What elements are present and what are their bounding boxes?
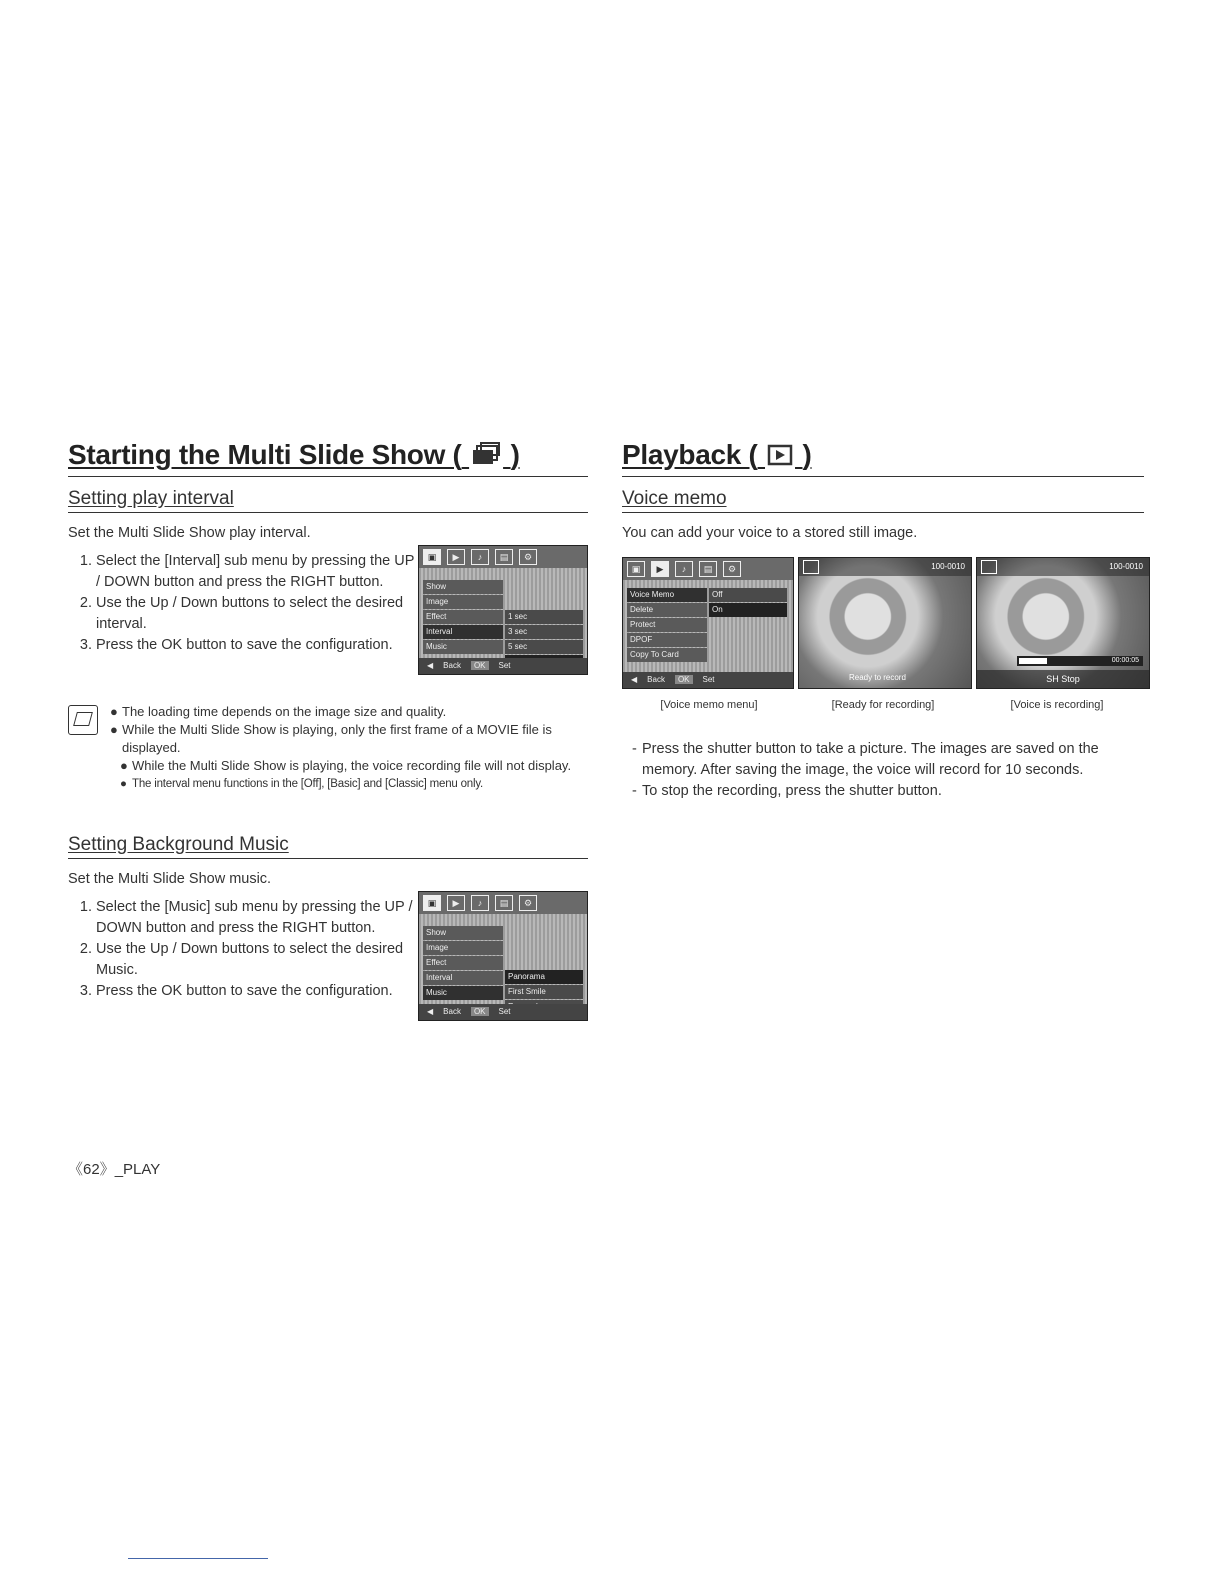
- lcd-menu-item: Music: [423, 640, 503, 654]
- lcd-tabs: [419, 892, 587, 914]
- lcd-submenu-item: Off: [709, 588, 787, 602]
- display-tab-icon: ▤: [699, 561, 717, 577]
- lcd-menu-item: Image: [423, 595, 503, 609]
- settings-tab-icon: ⚙: [519, 895, 537, 911]
- lcd-menu-item: Show: [423, 580, 503, 594]
- dash-marker: -: [632, 782, 637, 799]
- step-text: Select the [Music] sub menu by pressing the UP / DOWN button and press the RIGHT button.: [96, 898, 413, 936]
- slideshow-title-text: Starting the Multi Slide Show (: [68, 439, 462, 470]
- sound-tab-icon: ♪: [675, 561, 693, 577]
- left-column: [68, 438, 588, 1021]
- bullet-icon: ●: [110, 721, 118, 737]
- playback-icon: [767, 440, 793, 474]
- lcd-menu-item-selected: Music: [423, 986, 503, 1000]
- display-tab-icon: ▤: [495, 549, 513, 565]
- music-steps-row: [68, 897, 588, 1021]
- screenshot-captions: [622, 699, 1144, 711]
- step-item: [68, 593, 418, 635]
- instruction-text: Press the shutter button to take a picture. The images are saved on the memory. After saving the image, the voice will record for 10 seconds.: [642, 740, 1099, 778]
- section-intro-music: Set the Multi Slide Show music.: [68, 870, 272, 887]
- settings-tab-icon: ⚙: [519, 549, 537, 565]
- playback-title-close: ): [802, 439, 812, 470]
- playback-icon: [981, 560, 997, 574]
- lcd-submenu-item: 3 sec: [505, 625, 583, 639]
- note-item: [106, 703, 588, 721]
- left-arrow-icon: ◀: [631, 675, 638, 685]
- lcd-tabs: [623, 558, 793, 580]
- playback-icon: [803, 560, 819, 574]
- note-text: The interval menu functions in the [Off], [Basic] and [Classic] menu only.: [132, 777, 484, 790]
- note-icon: [68, 705, 98, 735]
- slideshow-tab-icon: ▣: [627, 561, 645, 577]
- recording-progress-bar: [1017, 656, 1143, 666]
- lcd-back-label: Back: [443, 1007, 461, 1017]
- interval-steps: [68, 551, 418, 675]
- recording-time: 00:00:05: [1111, 656, 1139, 664]
- lcd-menu-item: Delete: [627, 603, 707, 617]
- step-number: 1.: [79, 552, 92, 569]
- lcd-footer: [623, 672, 793, 688]
- file-number: 100-0010: [1109, 561, 1143, 571]
- recording-progress-fill: [1019, 658, 1047, 664]
- lcd-menu-item: DPOF: [627, 633, 707, 647]
- slideshow-tab-icon: ▣: [423, 549, 441, 565]
- step-number: 2.: [79, 940, 92, 957]
- lcd-submenu: [709, 588, 787, 618]
- section-heading-voice-memo: Voice memo: [622, 487, 1144, 513]
- lcd-menu: [627, 588, 707, 663]
- caption-recording: [Voice is recording]: [1010, 698, 1104, 711]
- playback-title-text: Playback (: [622, 439, 758, 470]
- interval-steps-row: [68, 551, 588, 675]
- file-number: 100-0010: [931, 561, 965, 571]
- step-number: 1.: [79, 898, 92, 915]
- lcd-ok-key: OK: [471, 661, 489, 670]
- slideshow-title-close: ): [510, 439, 520, 470]
- music-steps: [68, 897, 418, 1021]
- section-name: _PLAY: [114, 1161, 161, 1178]
- step-number: 2.: [79, 594, 92, 611]
- step-text: Select the [Interval] sub menu by pressing the UP / DOWN button and press the RIGHT button.: [96, 552, 415, 590]
- lcd-set-label: Set: [498, 661, 511, 671]
- note-item: [106, 721, 588, 757]
- stop-hint: SH Stop: [977, 670, 1149, 688]
- voice-memo-screenshots: [622, 557, 1144, 689]
- playback-tab-icon: ▶: [447, 549, 465, 565]
- caption-ready: [Ready for recording]: [831, 698, 935, 711]
- lcd-submenu-item: 1 sec: [505, 610, 583, 624]
- lcd-menu-item: Protect: [627, 618, 707, 632]
- lcd-menu: [423, 926, 503, 1001]
- note-text: While the Multi Slide Show is playing, the voice recording file will not display.: [132, 757, 572, 773]
- lcd-submenu-item: 5 sec: [505, 640, 583, 654]
- lcd-set-label: Set: [702, 675, 715, 685]
- display-tab-icon: ▤: [495, 895, 513, 911]
- step-text: Press the OK button to save the configuration.: [96, 636, 393, 653]
- voice-memo-menu-screenshot: [622, 557, 794, 689]
- lcd-footer: [419, 1004, 587, 1020]
- left-arrow-icon: ◀: [427, 1007, 434, 1017]
- note-item: [106, 775, 588, 793]
- section-heading-music: Setting Background Music: [68, 833, 588, 859]
- ready-for-recording-screenshot: [798, 557, 972, 689]
- lcd-menu: [423, 580, 503, 655]
- step-text: Use the Up / Down buttons to select the desired interval.: [96, 594, 404, 632]
- instruction-item: [622, 781, 1144, 802]
- page-title-slideshow: [68, 438, 588, 477]
- photo-info-bar: [799, 558, 971, 576]
- divider: [128, 1558, 268, 1559]
- lcd-menu-item: Image: [423, 941, 503, 955]
- note-box: [68, 703, 588, 793]
- lcd-menu-item: Interval: [423, 971, 503, 985]
- page-title-playback: [622, 438, 1144, 477]
- step-item: [68, 635, 418, 656]
- lcd-tabs: [419, 546, 587, 568]
- lcd-menu-item-selected: Interval: [423, 625, 503, 639]
- dash-marker: -: [632, 740, 637, 757]
- lcd-screenshot-music: [418, 891, 588, 1021]
- step-item: [68, 551, 418, 593]
- lcd-set-label: Set: [498, 1007, 511, 1017]
- bullet-icon: ●: [120, 757, 128, 773]
- voice-memo-instructions: [622, 739, 1144, 802]
- lcd-back-label: Back: [443, 661, 461, 671]
- ready-status: Ready to record: [849, 672, 906, 682]
- lcd-submenu-item-selected: On: [709, 603, 787, 617]
- step-item: [68, 981, 418, 1002]
- lcd-menu-item-selected: Voice Memo: [627, 588, 707, 602]
- lcd-menu-item: Effect: [423, 956, 503, 970]
- lcd-footer: [419, 658, 587, 674]
- section-music: [68, 833, 588, 1021]
- lcd-screenshot-interval: [418, 545, 588, 675]
- bullet-icon: ●: [110, 703, 118, 719]
- note-item: [106, 757, 588, 775]
- instruction-item: [622, 739, 1144, 781]
- lcd-ok-key: OK: [471, 1007, 489, 1016]
- lcd-menu-item: Effect: [423, 610, 503, 624]
- bullet-icon: ●: [120, 777, 127, 790]
- lcd-back-label: Back: [647, 675, 665, 685]
- instruction-text: To stop the recording, press the shutter button.: [642, 782, 942, 799]
- note-text: While the Multi Slide Show is playing, only the first frame of a MOVIE file is displayed.: [122, 721, 552, 755]
- slideshow-tab-icon: ▣: [423, 895, 441, 911]
- page-number: 《62》: [68, 1161, 115, 1178]
- lcd-ok-key: OK: [675, 675, 693, 684]
- step-text: Press the OK button to save the configuration.: [96, 982, 393, 999]
- photo-info-bar: [977, 558, 1149, 576]
- left-arrow-icon: ◀: [427, 661, 434, 671]
- page-footer: [68, 1158, 160, 1179]
- section-intro-voice-memo: You can add your voice to a stored still image.: [622, 524, 918, 541]
- section-heading-interval: Setting play interval: [68, 487, 588, 513]
- lcd-submenu-item: First Smile: [505, 985, 583, 999]
- lcd-menu-item: Copy To Card: [627, 648, 707, 662]
- lcd-menu-item: Show: [423, 926, 503, 940]
- caption-voice-memo-menu: [Voice memo menu]: [660, 698, 758, 711]
- voice-recording-screenshot: [976, 557, 1150, 689]
- lcd-submenu-item-selected: Panorama: [505, 970, 583, 984]
- sound-tab-icon: ♪: [471, 895, 489, 911]
- sound-tab-icon: ♪: [471, 549, 489, 565]
- note-list: [106, 703, 588, 793]
- settings-tab-icon: ⚙: [723, 561, 741, 577]
- right-column: [622, 438, 1144, 802]
- section-intro-interval: Set the Multi Slide Show play interval.: [68, 524, 311, 541]
- step-number: 3.: [79, 982, 92, 999]
- multi-slide-show-icon: [471, 440, 501, 474]
- step-text: Use the Up / Down buttons to select the desired Music.: [96, 940, 404, 978]
- playback-tab-icon: ▶: [651, 561, 669, 577]
- playback-tab-icon: ▶: [447, 895, 465, 911]
- step-item: [68, 897, 418, 939]
- note-text: The loading time depends on the image size and quality.: [122, 703, 447, 719]
- step-item: [68, 939, 418, 981]
- step-number: 3.: [79, 636, 92, 653]
